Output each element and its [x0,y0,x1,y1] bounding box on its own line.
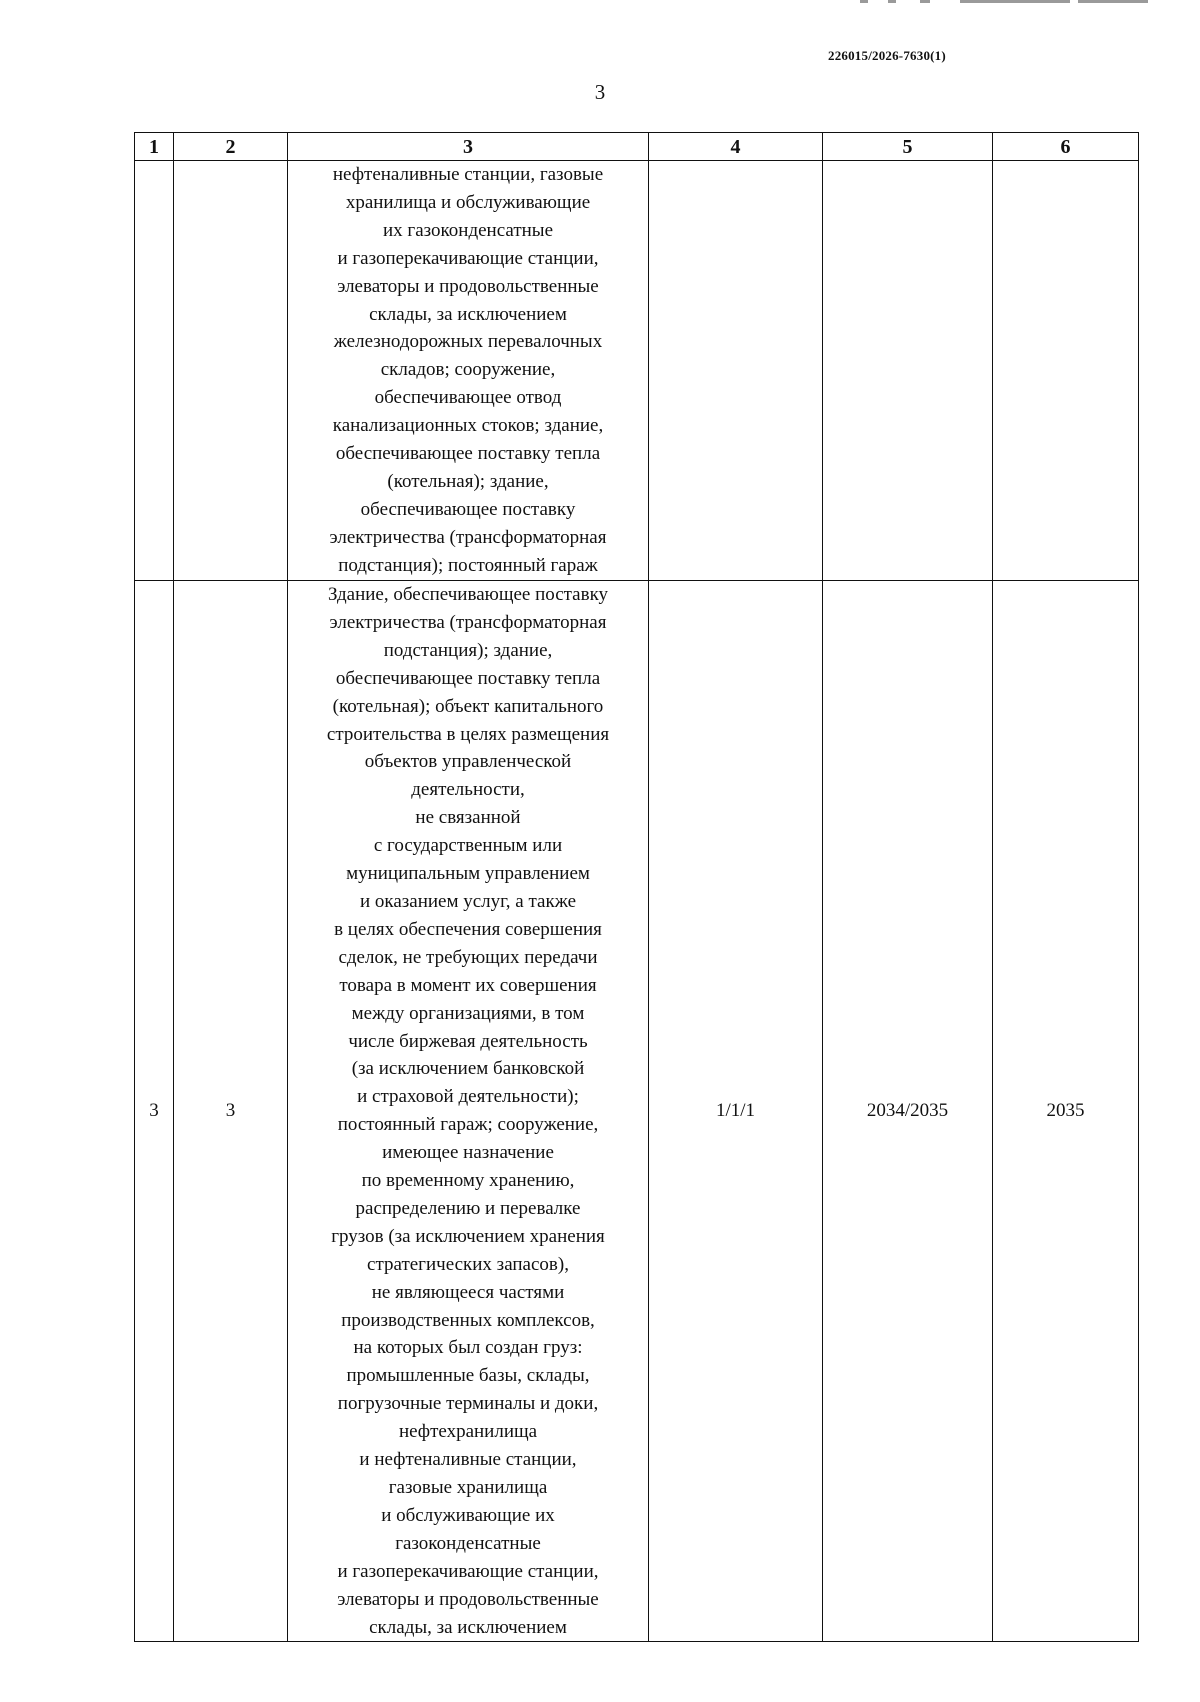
table-cell [823,161,993,581]
table-cell: 3 [174,581,288,1642]
column-header: 3 [288,133,649,161]
column-header: 2 [174,133,288,161]
table-cell [174,161,288,581]
page-number: 3 [594,80,606,104]
column-header: 4 [649,133,823,161]
table-cell [649,161,823,581]
table-row [135,581,1139,1642]
row-number-cell: 3 [135,581,174,1642]
data-table [134,132,1139,1642]
table-cell: 2035 [993,581,1139,1642]
column-header: 1 [135,133,174,161]
table-cell [135,161,174,581]
description-cell: нефтеналивные станции, газовые хранилища и обслуживающие их газоконденсатные и газоперекачивающие станции, элеваторы и продовольственные склады, за исключением железнодорожных перевалочных складов; сооружение, обеспечивающее отвод канализационных стоков; здание, обеспечивающее поставку тепла (котельная); здание, обеспечивающее поставку электричества (трансформаторная подстанция); постоянный гараж [288,161,649,581]
table-cell [993,161,1139,581]
column-header: 5 [823,133,993,161]
top-edge-marks [860,0,1160,4]
table-cell: 2034/2035 [823,581,993,1642]
table-cell: 1/1/1 [649,581,823,1642]
table-header-row [135,133,1139,161]
description-cell: Здание, обеспечивающее поставку электричества (трансформаторная подстанция); здание, обеспечивающее поставку тепла (котельная); объект капитального строительства в целях размещения объектов управленческой деятельности, не связанной с государственным или муниципальным управлением и оказанием услуг, а также в целях обеспечения совершения сделок, не требующих передачи товара в момент их совершения между организациями, в том числе биржевая деятельность (за исключением банковской и страховой деятельности); постоянный гараж; сооружение, имеющее назначение по временному хранению, распределению и перевалке грузов (за исключением хранения стратегических запасов), не являющееся частями производственных комплексов, на которых был создан груз: промышленные базы, склады, погрузочные терминалы и доки, нефтехранилища и нефтеналивные станции, газовые хранилища и обслуживающие их газоконденсатные и газоперекачивающие станции, элеваторы и продовольственные склады, за исключением [288,581,649,1642]
document-number: 226015/2026-7630(1) [828,48,946,63]
table-row [135,161,1139,581]
column-header: 6 [993,133,1139,161]
